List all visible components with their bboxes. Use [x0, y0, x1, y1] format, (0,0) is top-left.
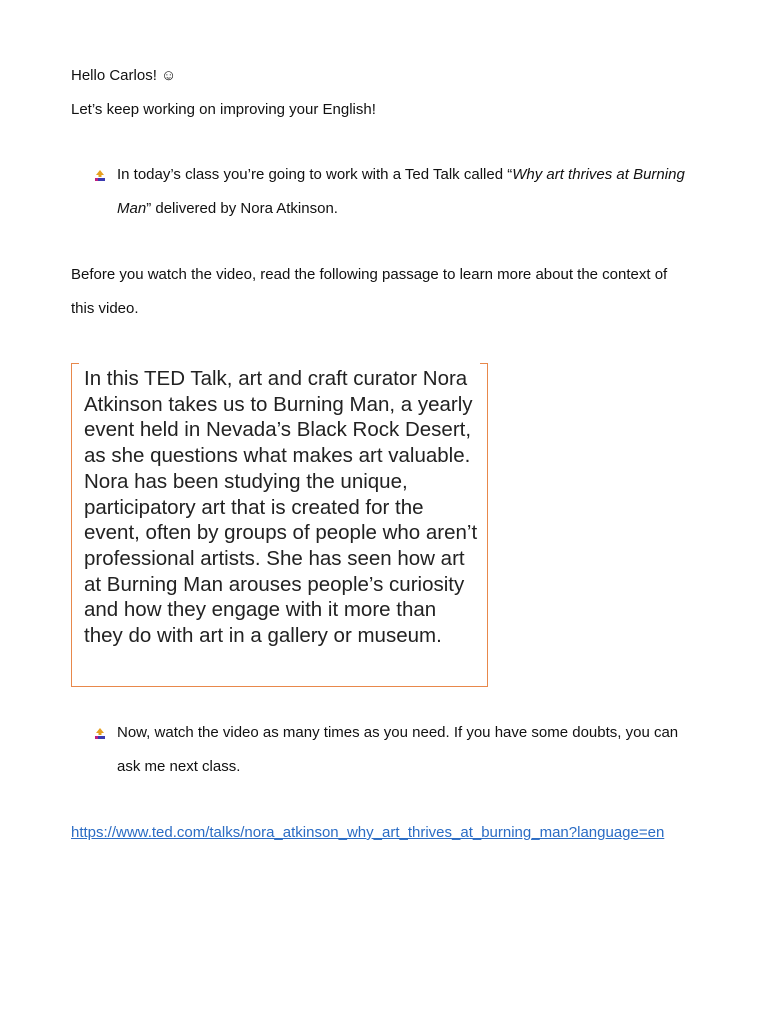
arrow-bullet-icon	[94, 170, 106, 182]
ted-talk-link[interactable]: https://www.ted.com/talks/nora_atkinson_why_art_thrives_at_burning_man?language=en	[71, 824, 665, 841]
box-corner-right	[480, 363, 488, 364]
talk-title: Why art thrives at Burning Man	[117, 166, 685, 217]
bullet-text-after: ” delivered by Nora Atkinson.	[146, 200, 338, 217]
bullet-text-before: In today’s class you’re going to work with a Ted Talk called “	[117, 166, 513, 183]
smiley-icon: ☺	[161, 67, 177, 84]
passage-box	[71, 363, 488, 687]
intro-text: Let’s keep working on improving your English!	[71, 101, 376, 118]
box-corner-left	[71, 363, 79, 364]
greeting-line	[71, 67, 176, 84]
bullet-text-ted-talk	[117, 158, 692, 226]
arrow-bullet-icon	[94, 728, 106, 740]
greeting-text: Hello Carlos!	[71, 67, 157, 84]
bullet-text-watch: Now, watch the video as many times as you need. If you have some doubts, you can ask me next class.	[117, 724, 679, 775]
passage-text: In this TED Talk, art and craft curator Nora Atkinson takes us to Burning Man, a yearly event held in Nevada’s Black Rock Desert, as she questions what makes art valuable. Nora has been studying the unique, participatory art that is created for the event, often by groups of people who aren’t professional artists. She has seen how art at Burning Man arouses people’s curiosity and how they engage with it more than they do with art in a gallery or museum.	[84, 367, 478, 648]
before-watch-text: Before you watch the video, read the following passage to learn more about the context of this video.	[71, 266, 668, 317]
